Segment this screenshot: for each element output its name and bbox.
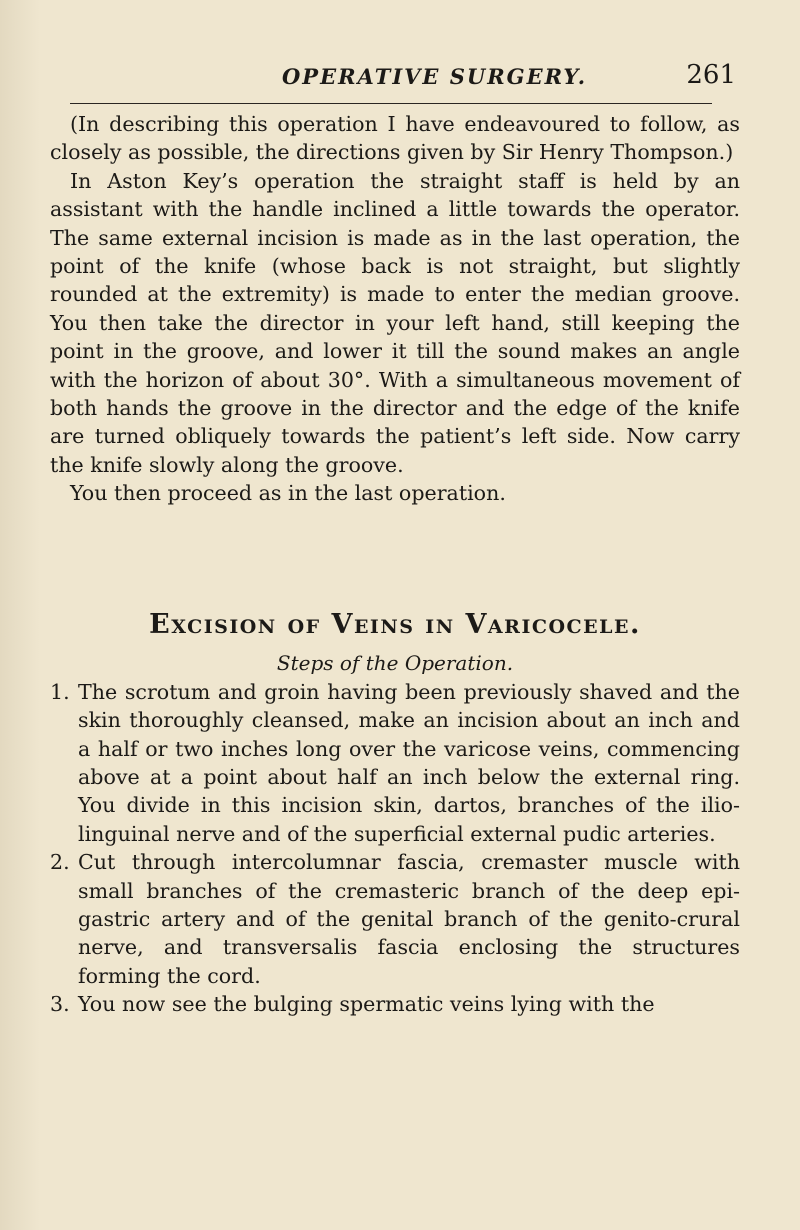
step-number: 3. (50, 992, 70, 1017)
header-rule (70, 103, 712, 104)
running-title: OPERATIVE SURGERY. (282, 64, 588, 89)
steps-list (50, 678, 740, 1019)
paragraph-aston-key-operation: In Aston Key’s operation the straight staff is held by an assistant with the handle inclined a little towards the operator. The same external incision is made as in the last operation, the point of the knife (whose back is not straight, but slightly rounded at the extremity) is made to enter the median groove. You then take the director in your left hand, still keeping the point in the groove, and lower it till the sound makes an angle with the horizon of about 30°. With a simultaneous movement of both hands the groove in the director and the edge of the knife are turned obliquely towards the patient’s left side. Now carry the knife slowly along the groove. (50, 168, 740, 477)
list-item (50, 990, 740, 1018)
step-text: The scrotum and groin having been previously shaved and the skin thoroughly cleansed, make an incision about an inch and a half or two inches long over the varicose veins, commencing above at a point about half an inch below the external ring. You divide in this incision skin, dartos, branches of the ilio-linguinal nerve and of the superficial external pudic arteries. (78, 679, 740, 846)
paragraph-intro-note: (In describing this operation I have endeavoured to follow, as closely as possible, the directions given by Sir Henry Thompson.) (50, 112, 740, 165)
running-head (60, 62, 740, 96)
step-text: You now see the bulging spermatic veins lying with the (78, 992, 655, 1017)
list-item (50, 678, 740, 848)
section-title: Excision of Veins in Varicocele. (149, 608, 641, 640)
list-item (50, 848, 740, 990)
step-text: Cut through intercolumnar fascia, cremaster muscle with small branches of the cremasteric branch of the deep epi-gastric artery and of the genital branch of the genito-crural nerve, and transversalis fascia enclosing the structures forming the cord. (78, 850, 740, 988)
step-number: 2. (50, 850, 70, 875)
page-number: 261 (686, 60, 736, 90)
paragraph-proceed: You then proceed as in the last operation. (70, 481, 506, 506)
body-text (50, 110, 740, 1019)
section-subtitle: Steps of the Operation. (276, 650, 514, 675)
step-number: 1. (50, 679, 70, 704)
